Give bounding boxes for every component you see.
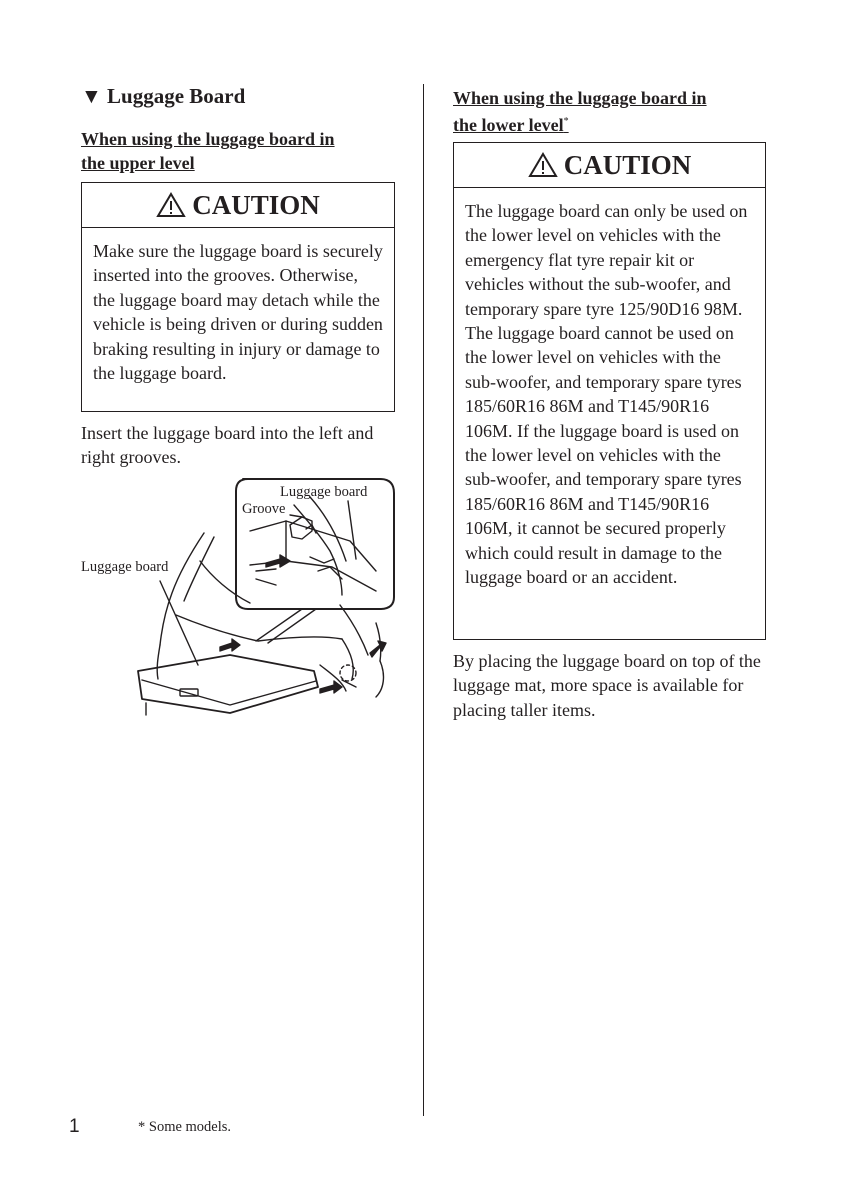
instruction-text: Insert the luggage board into the left and right grooves. bbox=[81, 423, 374, 468]
section-heading: ▼ Luggage Board bbox=[81, 84, 246, 108]
caution-header bbox=[82, 183, 394, 228]
warning-triangle-icon bbox=[528, 152, 558, 178]
footnote: * Some models. bbox=[138, 1119, 232, 1135]
upper-level-heading: When using the luggage board in the upper level bbox=[81, 129, 335, 173]
figure-label-groove: Groove bbox=[242, 501, 286, 517]
caution-title: CAUTION bbox=[192, 189, 320, 220]
caution-text: Make sure the luggage board is securely inserted into the grooves. Otherwise, the luggage board may detach while the vehicle is being driven or during sudden braking resulting in injury or damage to the luggage board. bbox=[93, 241, 383, 384]
caution-box-lower bbox=[453, 142, 766, 640]
page-number: 1 bbox=[69, 1116, 80, 1137]
caution-body bbox=[82, 228, 394, 385]
luggage-mat-text: By placing the luggage board on top of the luggage mat, more space is available for placing taller items. bbox=[453, 651, 761, 720]
figure-label-luggage-board-inset: Luggage board bbox=[280, 484, 368, 500]
figure-label-luggage-board: Luggage board bbox=[81, 559, 169, 575]
column-divider bbox=[423, 84, 424, 1116]
caution-header bbox=[454, 143, 765, 188]
caution-paragraph-1: The luggage board can only be used on the lower level on vehicles with the emergency flat tyre repair kit or vehicles without the sub-woofer, and temporary spare tyre 125/90D16 98M. bbox=[465, 201, 748, 319]
caution-title: CAUTION bbox=[563, 149, 692, 180]
caution-paragraph-2: The luggage board cannot be used on the lower level on vehicles with the sub-woofer, and temporary spare tyres 185/60R16 86M and T145/90R16 106M. If the luggage board is used on the lower level on vehicles with the sub-woofer, and temporary spare tyres 185/60R16 86M and T145/90R16 106M, it cannot be secured properly which could result in damage to the luggage board or an accident. bbox=[465, 323, 742, 588]
lower-level-heading: When using the luggage board in the lower level* bbox=[453, 88, 707, 135]
footnote-marker: * bbox=[563, 116, 569, 127]
caution-box-upper bbox=[81, 182, 395, 412]
warning-triangle-icon bbox=[156, 192, 186, 218]
caution-body bbox=[454, 188, 765, 590]
